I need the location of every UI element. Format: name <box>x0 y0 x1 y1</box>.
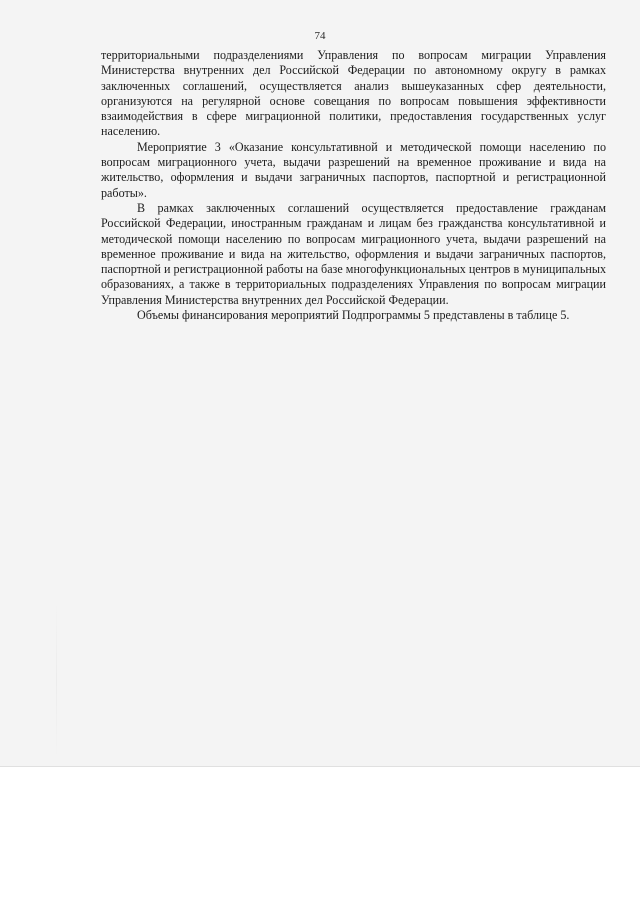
scan-artifact <box>56 600 57 760</box>
paragraph-continuation: территориальными подразделениями Управления по вопросам миграции Управления Министерства внутренних дел Российской Федерации по автономному округу в рамках заключенных соглашений, осуществляется анализ вышеуказанных сфер деятельности, организуются на регулярной основе совещания по вопросам повышения эффективности взаимодействия в сфере миграционной политики, предоставления государственных услуг населению. <box>101 48 606 139</box>
paragraph-activity-3: Мероприятие 3 «Оказание консультативной и методической помощи населению по вопросам миграционного учета, выдачи разрешений на временное проживание и вида на жительство, оформления и выдачи заграничных паспортов, паспортной и регистрационной работы». <box>101 139 606 200</box>
document-body <box>101 48 606 323</box>
paragraph-funding: Объемы финансирования мероприятий Подпрограммы 5 представлены в таблице 5. <box>137 308 570 323</box>
page-number: 74 <box>314 30 326 42</box>
paragraph-agreements: В рамках заключенных соглашений осуществляется предоставление гражданам Российской Федерации, иностранным гражданам и лицам без гражданства консультативной и методической помощи населению по вопросам миграционного учета, выдачи разрешений на временное проживание и вида на жительство, оформления и выдачи заграничных паспортов, паспортной и регистрационной работы на базе многофункциональных центров в муниципальных образованиях, а также в территориальных подразделениях Управления по вопросам миграции Управления Министерства внутренних дел Российской Федерации. <box>101 200 606 307</box>
